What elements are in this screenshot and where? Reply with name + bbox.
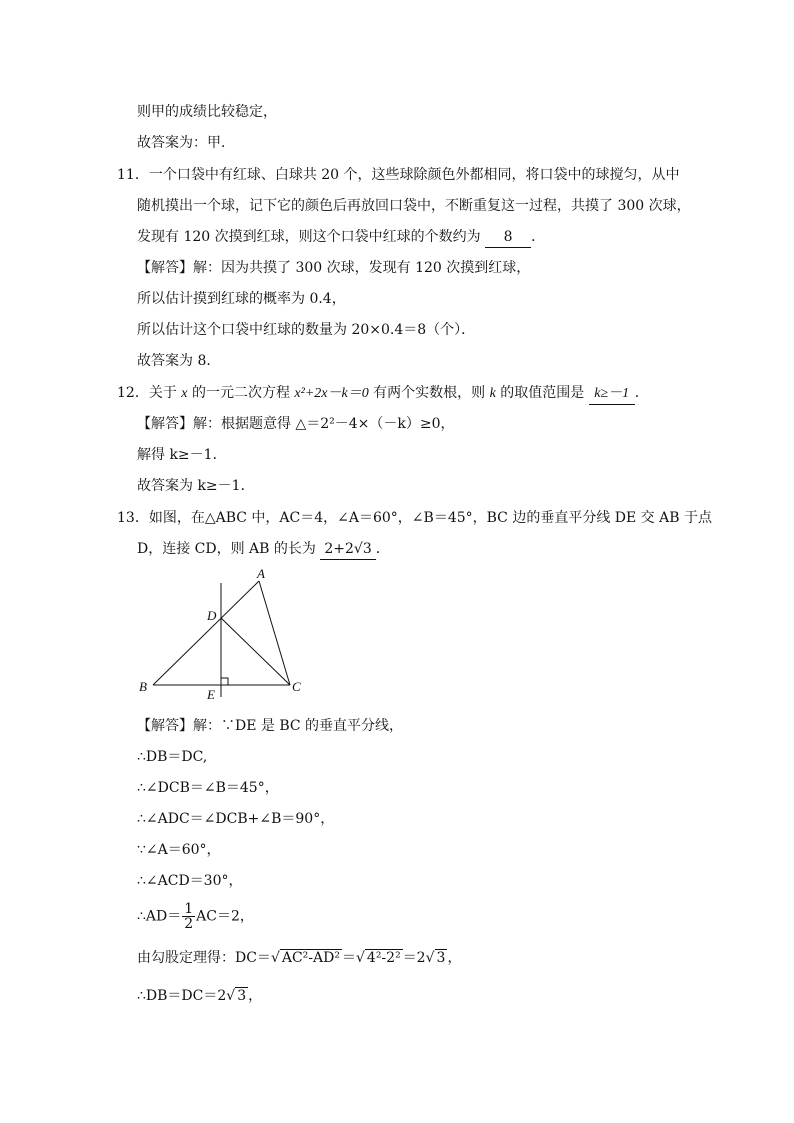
text-line: 随机摸出一个球，记下它的颜色后再放回口袋中，不断重复这一过程，共摸了 300 次球， — [137, 198, 691, 214]
solution-line: 解得 k≥－1． — [137, 447, 227, 463]
sqrt-expression: √ 4²-2² — [355, 950, 401, 966]
label-d: D — [207, 608, 217, 623]
question-text: 一个口袋中有红球、白球共 20 个，这些球除颜色外都相同，将口袋中的球搅匀，从中 — [148, 167, 680, 183]
sqrt-expression: √ AC²-AD² — [270, 950, 340, 966]
solution-line: 故答案为 k≥－1． — [137, 478, 255, 494]
solution-line — [137, 948, 461, 968]
label-b: B — [139, 679, 147, 694]
solution-line: ∵∠A＝60°， — [137, 842, 221, 858]
equation: x²+2x－k＝0 — [294, 386, 369, 401]
question-number: 11． — [117, 167, 149, 183]
label-a: A — [257, 566, 265, 581]
answer-blank: 2+2√3 — [320, 539, 375, 560]
triangle-figure — [135, 565, 315, 700]
solution-line: ∴∠DCB＝∠B＝45°， — [137, 780, 279, 796]
q12-text: 的取值范围是 — [500, 385, 585, 401]
label-c: C — [292, 679, 301, 694]
solution-text: ＝ — [341, 950, 356, 966]
var-x: x — [181, 386, 188, 401]
radicand: 3 — [237, 988, 247, 1004]
sqrt-expression: √ 3 — [226, 988, 247, 1004]
answer-text: k≥－1 — [594, 386, 630, 401]
question-12: 12．关于 x 的一元二次方程 x²+2x－k＝0 有两个实数根，则 k 的取值范围是 k≥－1 ． — [117, 383, 649, 405]
question-number: 12． — [117, 385, 149, 401]
segment-ba — [153, 581, 259, 685]
solution-line: ∴∠ACD＝30°， — [137, 873, 243, 889]
solution-text: ＝2 — [402, 950, 426, 966]
text-line: D，连接 CD，则 AB 的长为 2+2√3 ． — [137, 539, 390, 560]
solution-text: ∴DB＝DC＝2 — [137, 988, 227, 1004]
solution-line — [137, 986, 262, 1006]
solution-line: 故答案为 8． — [137, 353, 221, 369]
text-line: 发现有 120 次摸到红球，则这个口袋中红球的个数约为 8 ． — [137, 227, 545, 248]
solution-text: ∴AD＝ — [137, 908, 182, 925]
fraction-denominator: 2 — [184, 916, 194, 932]
solution-text: AC＝2， — [196, 908, 254, 925]
solution-line: 所以估计这个口袋中红球的数量为 20×0.4＝8（个）． — [137, 322, 476, 338]
q12-text: 有两个实数根，则 — [373, 385, 486, 401]
label-e: E — [207, 687, 215, 700]
sqrt-expression: √ 3 — [425, 950, 446, 966]
q12-text: 关于 — [148, 385, 177, 401]
radicand: AC²-AD² — [281, 950, 340, 966]
question-13 — [117, 508, 712, 528]
answer-blank: 8 — [485, 227, 531, 248]
solution-text: 由勾股定理得：DC＝ — [137, 950, 271, 966]
solution-line: ∴∠ADC＝∠DCB+∠B＝90°， — [137, 811, 335, 827]
question-text: 如图，在△ABC 中，AC＝4，∠A＝60°，∠B＝45°，BC 边的垂直平分线 DE 交 AB 于点 — [148, 510, 712, 526]
var-k: k — [489, 386, 496, 401]
solution-line: 【解答】解：根据题意得 △＝2²－4×（－k）≥0， — [137, 416, 455, 432]
right-angle-mark — [221, 678, 228, 685]
fraction-numerator: 1 — [184, 901, 194, 917]
solution-line: 所以估计摸到红球的概率为 0.4， — [137, 291, 346, 307]
question-11 — [117, 165, 680, 185]
solution-line: 【解答】解：∵DE 是 BC 的垂直平分线， — [137, 718, 404, 734]
radicand: 4²-2² — [366, 950, 401, 966]
solution-text: ， — [447, 950, 462, 966]
question-number: 13． — [117, 510, 149, 526]
question-text: 发现有 120 次摸到红球，则这个口袋中红球的个数约为 — [137, 229, 481, 245]
question-text: D，连接 CD，则 AB 的长为 — [137, 541, 316, 557]
text-line: 故答案为：甲． — [137, 135, 235, 151]
answer-blank — [589, 383, 635, 405]
fraction-one-half — [182, 902, 195, 931]
solution-line: 【解答】解：因为共摸了 300 次球，发现有 120 次摸到红球， — [137, 260, 531, 276]
radicand: 3 — [436, 950, 446, 966]
solution-line — [137, 902, 254, 931]
text-line: 则甲的成绩比较稳定， — [137, 104, 277, 120]
q12-text: 的一元二次方程 — [191, 385, 290, 401]
solution-text: ， — [248, 988, 263, 1004]
solution-line: ∴DB＝DC, — [137, 749, 208, 765]
